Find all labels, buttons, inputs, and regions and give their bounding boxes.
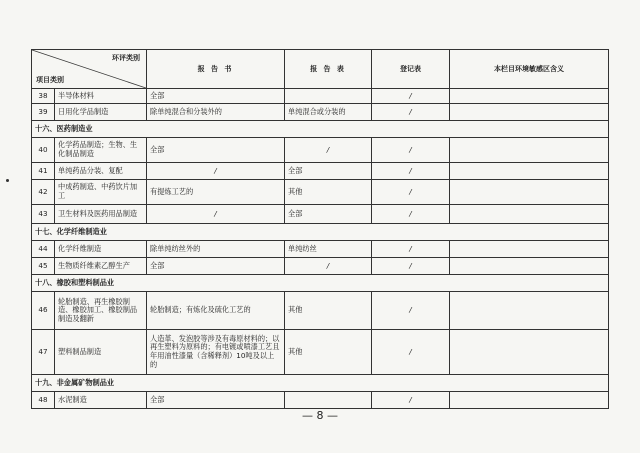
sensitive-area-cell bbox=[450, 258, 609, 275]
sensitive-area-cell bbox=[450, 138, 609, 163]
header-report-form: 报 告 表 bbox=[285, 50, 372, 89]
item-number: 40 bbox=[32, 138, 55, 163]
section-row bbox=[32, 275, 609, 292]
eia-classification-table bbox=[31, 49, 609, 409]
section-title: 十六、医药制造业 bbox=[32, 121, 609, 138]
header-report-book: 报 告 书 bbox=[147, 50, 285, 89]
section-title: 十九、非金属矿物制品业 bbox=[32, 375, 609, 392]
item-number: 47 bbox=[32, 330, 55, 375]
item-number: 41 bbox=[32, 163, 55, 180]
report-form-cell: / bbox=[285, 138, 372, 163]
report-book-cell: 全部 bbox=[147, 258, 285, 275]
register-form-cell: / bbox=[372, 258, 450, 275]
section-title: 十七、化学纤维制造业 bbox=[32, 224, 609, 241]
report-form-cell: 全部 bbox=[285, 205, 372, 224]
section-row bbox=[32, 121, 609, 138]
item-number: 46 bbox=[32, 292, 55, 330]
report-book-cell: / bbox=[147, 205, 285, 224]
item-name: 水泥制造 bbox=[55, 392, 147, 409]
report-form-cell bbox=[285, 392, 372, 409]
page-number: — 8 — bbox=[302, 409, 338, 422]
register-form-cell: / bbox=[372, 205, 450, 224]
table-row bbox=[32, 89, 609, 104]
section-row bbox=[32, 224, 609, 241]
report-form-cell: 其他 bbox=[285, 292, 372, 330]
table-row bbox=[32, 138, 609, 163]
report-form-cell: / bbox=[285, 258, 372, 275]
item-number: 44 bbox=[32, 241, 55, 258]
item-number: 45 bbox=[32, 258, 55, 275]
report-book-cell: 有提炼工艺的 bbox=[147, 180, 285, 205]
report-form-cell: 单纯混合或分装的 bbox=[285, 104, 372, 121]
table-row bbox=[32, 258, 609, 275]
register-form-cell: / bbox=[372, 241, 450, 258]
table-header-row bbox=[32, 50, 609, 89]
sensitive-area-cell bbox=[450, 330, 609, 375]
diagonal-header-cell bbox=[32, 50, 147, 89]
report-book-cell: 除单纯混合和分装外的 bbox=[147, 104, 285, 121]
register-form-cell: / bbox=[372, 89, 450, 104]
table-row bbox=[32, 392, 609, 409]
table-row bbox=[32, 163, 609, 180]
table-row bbox=[32, 292, 609, 330]
sensitive-area-cell bbox=[450, 89, 609, 104]
report-form-cell: 全部 bbox=[285, 163, 372, 180]
table-row bbox=[32, 330, 609, 375]
item-name: 生物质纤维素乙醇生产 bbox=[55, 258, 147, 275]
header-project-category: 项目类别 bbox=[36, 75, 64, 84]
table-row bbox=[32, 241, 609, 258]
register-form-cell: / bbox=[372, 292, 450, 330]
item-name: 半导体材料 bbox=[55, 89, 147, 104]
report-form-cell bbox=[285, 89, 372, 104]
register-form-cell: / bbox=[372, 104, 450, 121]
item-name: 化学纤维制造 bbox=[55, 241, 147, 258]
sensitive-area-cell bbox=[450, 180, 609, 205]
sensitive-area-cell bbox=[450, 205, 609, 224]
item-name: 轮胎制造、再生橡胶制造、橡胶加工、橡胶制品制造及翻新 bbox=[55, 292, 147, 330]
report-book-cell: 全部 bbox=[147, 89, 285, 104]
sensitive-area-cell bbox=[450, 241, 609, 258]
item-number: 39 bbox=[32, 104, 55, 121]
header-sensitive-area: 本栏目环境敏感区含义 bbox=[450, 50, 609, 89]
register-form-cell: / bbox=[372, 163, 450, 180]
register-form-cell: / bbox=[372, 180, 450, 205]
sensitive-area-cell bbox=[450, 163, 609, 180]
table-row bbox=[32, 205, 609, 224]
report-form-cell: 其他 bbox=[285, 330, 372, 375]
table-row bbox=[32, 180, 609, 205]
sensitive-area-cell bbox=[450, 392, 609, 409]
report-book-cell: 人造革、发泡胶等涉及有毒原材料的；以再生塑料为原料的；有电镀或喷漆工艺且年用油性漆量（含稀释剂）10吨及以上的 bbox=[147, 330, 285, 375]
sensitive-area-cell bbox=[450, 292, 609, 330]
item-name: 中成药制造、中药饮片加工 bbox=[55, 180, 147, 205]
item-number: 42 bbox=[32, 180, 55, 205]
section-title: 十八、橡胶和塑料制品业 bbox=[32, 275, 609, 292]
table-row bbox=[32, 104, 609, 121]
report-book-cell: 除单纯纺丝外的 bbox=[147, 241, 285, 258]
register-form-cell: / bbox=[372, 138, 450, 163]
report-book-cell: 全部 bbox=[147, 392, 285, 409]
register-form-cell: / bbox=[372, 392, 450, 409]
report-form-cell: 其他 bbox=[285, 180, 372, 205]
report-form-cell: 单纯纺丝 bbox=[285, 241, 372, 258]
item-name: 单纯药品分装、复配 bbox=[55, 163, 147, 180]
report-book-cell: 轮胎制造；有炼化及硫化工艺的 bbox=[147, 292, 285, 330]
stray-mark bbox=[6, 179, 9, 182]
item-name: 日用化学品制造 bbox=[55, 104, 147, 121]
register-form-cell: / bbox=[372, 330, 450, 375]
report-book-cell: 全部 bbox=[147, 138, 285, 163]
item-number: 38 bbox=[32, 89, 55, 104]
report-book-cell: / bbox=[147, 163, 285, 180]
header-eia-category: 环评类别 bbox=[112, 54, 140, 62]
section-row bbox=[32, 375, 609, 392]
header-register-form: 登记表 bbox=[372, 50, 450, 89]
item-name: 塑料制品制造 bbox=[55, 330, 147, 375]
item-number: 48 bbox=[32, 392, 55, 409]
item-name: 化学药品制造；生物、生化制品制造 bbox=[55, 138, 147, 163]
item-number: 43 bbox=[32, 205, 55, 224]
item-name: 卫生材料及医药用品制造 bbox=[55, 205, 147, 224]
sensitive-area-cell bbox=[450, 104, 609, 121]
